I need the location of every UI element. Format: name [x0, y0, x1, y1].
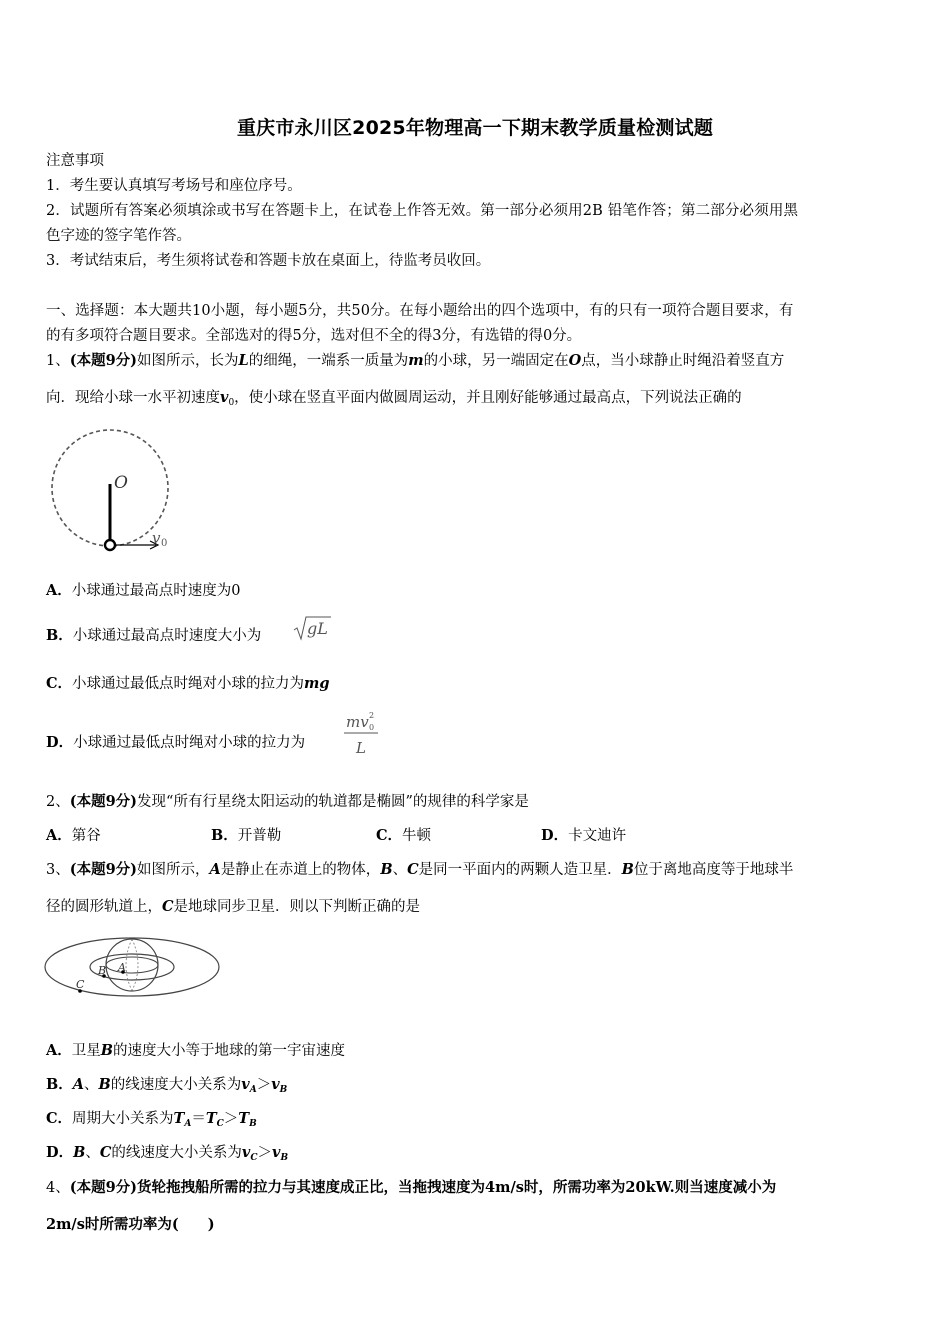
orbit-figure	[40, 928, 224, 1004]
option-d: D．B、C的线速度大小关系为$v_C>v_B$	[46, 1144, 289, 1163]
question-number: 3、	[46, 862, 70, 878]
point-o-label: O	[114, 473, 128, 493]
question-3-stem: 径的圆形轨道上，C是地球同步卫星．则以下判断正确的是	[46, 898, 421, 915]
label-c: C	[76, 978, 85, 991]
notice-heading: 注意事项	[46, 153, 104, 169]
option-a: A．卫星B的速度大小等于地球的第一宇宙速度	[46, 1042, 346, 1059]
svg-text:2: 2	[369, 711, 375, 720]
label-a: A	[118, 961, 126, 974]
fraction-formula	[343, 706, 383, 758]
sqrt-gl-formula	[293, 614, 333, 642]
question-points: (本题9分)	[69, 1179, 138, 1196]
option-b: B．A、B的线速度大小关系为$v_A>v_B$	[46, 1076, 288, 1095]
question-number: 1、	[46, 353, 70, 369]
question-1-stem: 1、(本题9分)如图所示，长为L的细绳，一端系一质量为m的小球，另一端固定在O点，当小球静止时绳沿着竖直方	[46, 352, 785, 369]
svg-text:mv: mv	[346, 713, 369, 731]
notice-item: 色字迹的签字笔作答。	[46, 228, 191, 244]
question-points: (本题9分)	[69, 861, 138, 878]
question-1-stem: 向．现给小球一水平初速度$v_0$，使小球在竖直平面内做圆周运动，并且刚好能够通过最高点，下列说法正确的	[46, 389, 742, 408]
question-points: (本题9分)	[69, 793, 138, 810]
notice-item: 3．考试结束后，考生须将试卷和答题卡放在桌面上，待监考员收回。	[46, 253, 491, 269]
option-a: A．小球通过最高点时速度为0	[46, 582, 241, 599]
label-b: B	[98, 964, 107, 977]
ball	[105, 540, 115, 550]
option-c: C．牛顿	[376, 827, 432, 844]
section-instructions: 一、选择题：本大题共10小题，每小题5分，共50分。在每小题给出的四个选项中，有的只有一项符合题目要求，有	[46, 303, 794, 319]
notice-item: 2．试题所有答案必须填涂或书写在答题卡上，在试卷上作答无效。第一部分必须用2B 铅笔作答；第二部分必须用黑	[46, 203, 799, 219]
outer-orbit	[45, 938, 219, 996]
notice-item: 1．考生要认真填写考场号和座位序号。	[46, 178, 302, 194]
question-4-stem: 2m/s时所需功率为( )	[46, 1216, 215, 1233]
option-c: C．小球通过最低点时绳对小球的拉力为mg	[46, 675, 330, 692]
svg-text:gL: gL	[307, 619, 328, 638]
option-a: A．第谷	[46, 827, 101, 844]
option-b: B．开普勒	[211, 827, 282, 844]
earth	[106, 939, 158, 991]
velocity-label: v	[152, 529, 161, 547]
question-points: (本题9分)	[69, 352, 138, 369]
question-2-stem: 2、(本题9分)发现“所有行星绕太阳运动的轨道都是椭圆”的规律的科学家是	[46, 793, 529, 810]
question-4-stem: 4、(本题9分)货轮拖拽船所需的拉力与其速度成正比，当拖拽速度为4m/s时，所需功率为20kW.则当速度减小为	[46, 1179, 777, 1196]
page-title: 重庆市永川区2025年物理高一下期末教学质量检测试题	[236, 117, 714, 139]
option-d: D．卡文迪许	[541, 827, 627, 844]
velocity-label-sub: 0	[161, 538, 168, 549]
question-3-stem: 3、(本题9分)如图所示，A是静止在赤道上的物体，B、C是同一平面内的两颗人造卫星．B位于离地高度等于地球半	[46, 861, 794, 878]
question-number: 4、	[46, 1180, 70, 1196]
svg-text:L: L	[356, 739, 366, 757]
circular-motion-figure	[44, 422, 184, 562]
option-b: B．小球通过最高点时速度大小为	[46, 627, 262, 644]
equator	[106, 957, 158, 973]
question-number: 2、	[46, 794, 70, 810]
option-c: C．周期大小关系为$T_A=T_C>T_B$	[46, 1110, 257, 1129]
svg-text:0: 0	[369, 723, 375, 732]
option-d: D．小球通过最低点时绳对小球的拉力为	[46, 734, 306, 751]
section-instructions: 的有多项符合题目要求。全部选对的得5分，选对但不全的得3分，有选错的得0分。	[46, 328, 582, 344]
